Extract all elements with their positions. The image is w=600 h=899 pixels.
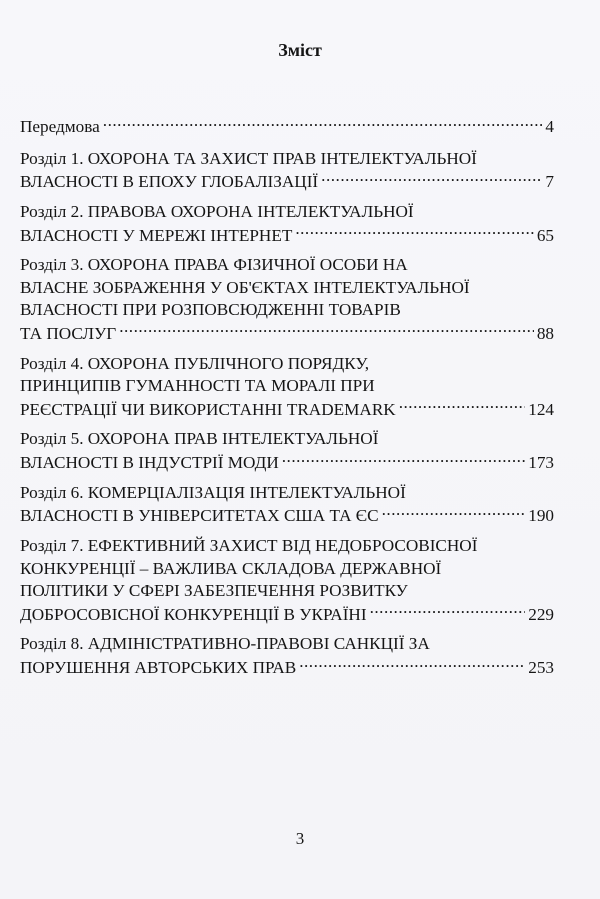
toc-entry-line: ВЛАСНОСТІ В ІНДУСТРІЇ МОДИ xyxy=(20,452,279,472)
dot-leader xyxy=(282,451,525,468)
toc-entry-line: Розділ 8. АДМІНІСТРАТИВНО-ПРАВОВІ САНКЦІЇ ЗА xyxy=(20,634,430,654)
toc-entry-line: Розділ 1. ОХОРОНА ТА ЗАХИСТ ПРАВ ІНТЕЛЕКТУАЛЬНОЇ xyxy=(20,148,477,168)
dot-leader xyxy=(299,656,525,673)
toc-entry xyxy=(20,201,554,247)
toc-entry-last-line xyxy=(20,322,554,346)
toc-entry xyxy=(20,535,554,626)
toc-entry-line: Розділ 7. ЕФЕКТИВНИЙ ЗАХИСТ ВІД НЕДОБРОСОВІСНОЇ xyxy=(20,536,478,556)
dot-leader xyxy=(119,322,534,339)
toc-page-number: 88 xyxy=(536,323,554,343)
toc-entry xyxy=(20,148,554,194)
toc-entry-line: ДОБРОСОВІСНОЇ КОНКУРЕНЦІЇ В УКРАЇНІ xyxy=(20,604,367,624)
toc-entry xyxy=(20,633,554,679)
toc-entry-line: ПОРУШЕННЯ АВТОРСЬКИХ ПРАВ xyxy=(20,657,297,677)
toc-entry-last-line xyxy=(20,504,554,528)
toc-entry-last-line xyxy=(20,451,554,475)
toc-entry-line: Розділ 6. КОМЕРЦІАЛІЗАЦІЯ ІНТЕЛЕКТУАЛЬНОЇ xyxy=(20,482,406,502)
toc-entry-last-line xyxy=(20,223,554,247)
dot-leader xyxy=(399,397,526,414)
toc-entry-line: КОНКУРЕНЦІЇ – ВАЖЛИВА СКЛАДОВА ДЕРЖАВНОЇ xyxy=(20,558,442,578)
toc-page-number: 229 xyxy=(528,604,554,624)
toc-entry-line: Розділ 3. ОХОРОНА ПРАВА ФІЗИЧНОЇ ОСОБИ НА xyxy=(20,255,408,275)
toc-entry-line: ВЛАСНЕ ЗОБРАЖЕННЯ У ОБ'ЄКТАХ ІНТЕЛЕКТУАЛЬНОЇ xyxy=(20,277,470,297)
toc-entry xyxy=(20,254,554,345)
toc-entry-line: ПРИНЦИПІВ ГУМАННОСТІ ТА МОРАЛІ ПРИ xyxy=(20,375,375,395)
toc-page-number: 190 xyxy=(528,506,554,526)
toc-entry-last-line xyxy=(20,602,554,626)
toc-page-number: 124 xyxy=(528,399,554,419)
toc-entry-last-line xyxy=(20,115,554,139)
toc-page-number: 4 xyxy=(545,117,554,137)
toc-entry-line: РЕЄСТРАЦІЇ ЧИ ВИКОРИСТАННІ TRADEMARK xyxy=(20,399,396,419)
toc-entry-last-line xyxy=(20,170,554,194)
toc-page-number: 65 xyxy=(536,225,554,245)
dot-leader xyxy=(103,115,543,132)
dot-leader xyxy=(382,504,526,521)
toc-entry-line: ВЛАСНОСТІ У МЕРЕЖІ ІНТЕРНЕТ xyxy=(20,225,293,245)
toc-page-number: 173 xyxy=(528,452,554,472)
toc-entry xyxy=(20,482,554,528)
dot-leader xyxy=(295,223,533,240)
toc-entry-line: Розділ 4. ОХОРОНА ПУБЛІЧНОГО ПОРЯДКУ, xyxy=(20,353,369,373)
dot-leader xyxy=(321,170,542,187)
toc-entry-line: ВЛАСНОСТІ В ЕПОХУ ГЛОБАЛІЗАЦІЇ xyxy=(20,172,319,192)
toc-page-number: 253 xyxy=(528,657,554,677)
table-of-contents xyxy=(20,115,554,687)
toc-entry xyxy=(20,353,554,421)
toc-entry-line: Розділ 2. ПРАВОВА ОХОРОНА ІНТЕЛЕКТУАЛЬНОЇ xyxy=(20,201,414,221)
toc-entry-line: Розділ 5. ОХОРОНА ПРАВ ІНТЕЛЕКТУАЛЬНОЇ xyxy=(20,429,379,449)
toc-entry-line: ПОЛІТИКИ У СФЕРІ ЗАБЕЗПЕЧЕННЯ РОЗВИТКУ xyxy=(20,580,408,600)
toc-entry xyxy=(20,428,554,474)
toc-entry-last-line xyxy=(20,656,554,680)
toc-entry-line: ВЛАСНОСТІ В УНІВЕРСИТЕТАХ США ТА ЄС xyxy=(20,506,379,526)
toc-page-number: 7 xyxy=(545,172,554,192)
dot-leader xyxy=(370,602,526,619)
toc-entry-last-line xyxy=(20,397,554,421)
toc-entry-line: ТА ПОСЛУГ xyxy=(20,323,117,343)
toc-entry xyxy=(20,115,554,139)
toc-entry-line: ВЛАСНОСТІ ПРИ РОЗПОВСЮДЖЕННІ ТОВАРІВ xyxy=(20,300,401,320)
toc-entry-line: Передмова xyxy=(20,117,100,137)
page-number: 3 xyxy=(295,829,305,848)
page-title: Зміст xyxy=(278,40,322,60)
